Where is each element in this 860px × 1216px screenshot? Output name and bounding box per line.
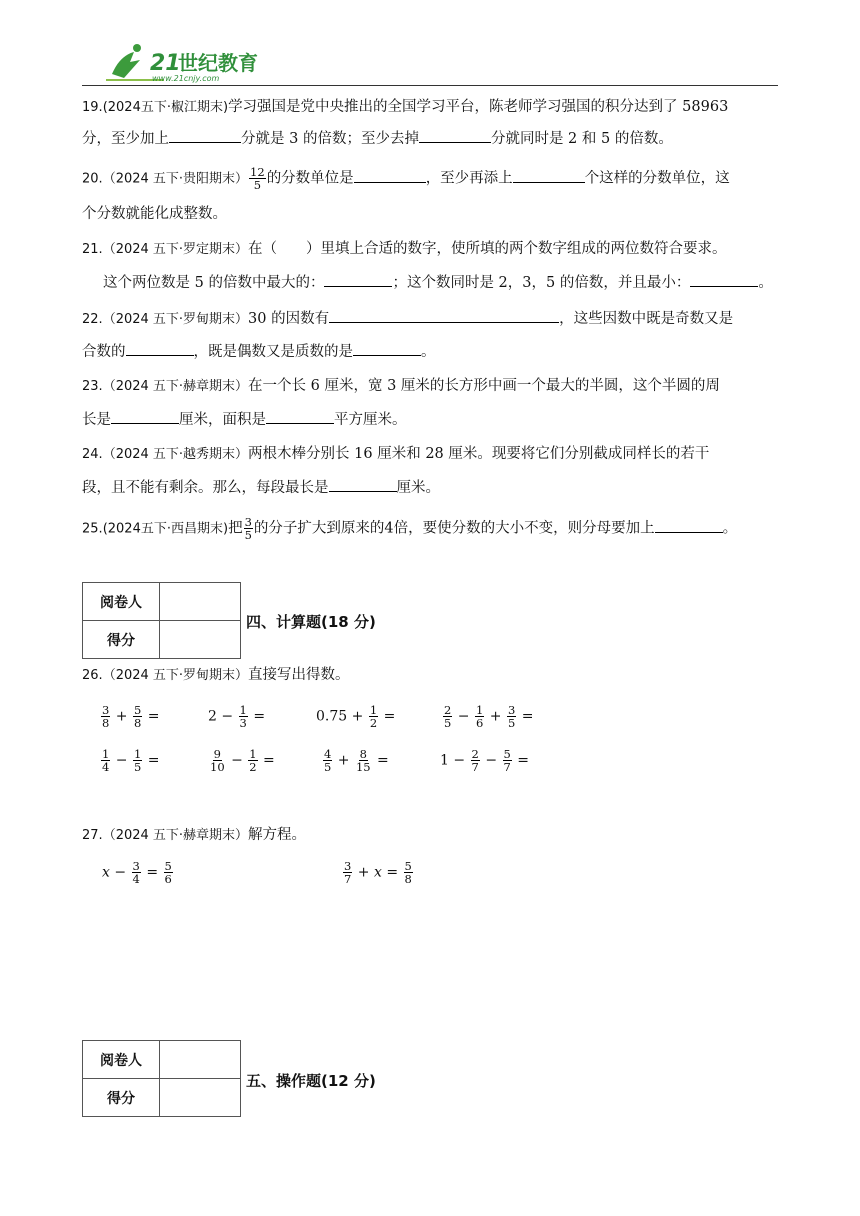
expression: $\frac{4}{5}$ + $\frac{8}{15}$ = <box>324 747 389 774</box>
question-22: 22.（2024 五下·罗甸期末）30 的因数有 ，这些因数中既是奇数又是 <box>82 308 782 330</box>
svg-text:21: 21 <box>150 51 181 76</box>
answer-blank[interactable] <box>126 341 194 356</box>
question-19-line2: 分，至少加上 分就是 3 的倍数；至少去掉 分就同时是 2 和 5 的倍数。 <box>82 128 782 149</box>
expression: $\frac{1}{4}$ − $\frac{1}{5}$ = <box>102 747 160 774</box>
answer-blank[interactable] <box>111 409 179 424</box>
logo-text: 世纪教育 <box>178 51 258 75</box>
answer-blank[interactable] <box>419 128 491 143</box>
question-23: 23.（2024 五下·赫章期末）在一个长 6 厘米，宽 3 厘米的长方形中画一个最大的半圆，这个半圆的周 <box>82 378 720 394</box>
equation: x − $\frac{3}{4}$ = $\frac{5}{6}$ <box>102 859 172 886</box>
answer-blank[interactable] <box>266 409 334 424</box>
question-20: 20.（2024 五下·贵阳期末） $\frac{12}{5}$ 的分数单位是 ，至少再添上 个这样的分数单位，这 <box>82 165 730 192</box>
score-cell[interactable] <box>160 1079 241 1117</box>
section-title: 五、操作题(12 分) <box>246 1072 376 1090</box>
question-23-line2: 长是 厘米，面积是 平方厘米。 <box>82 409 782 430</box>
answer-blank[interactable] <box>354 168 426 183</box>
reviewer-label: 阅卷人 <box>83 583 160 621</box>
answer-blank[interactable] <box>353 341 421 356</box>
fraction: $\frac{12}{5}$ <box>250 165 265 192</box>
21cnjy-logo-icon <box>104 40 274 84</box>
question-21-line2: 这个两位数是 5 的倍数中最大的： ；这个数同时是 2，3，5 的倍数，并且最小： 。 <box>103 272 803 293</box>
expression: $\frac{2}{5}$ − $\frac{1}{6}$ + $\frac{3}{5}$ = <box>444 703 534 730</box>
question-27: 27.（2024 五下·赫章期末）解方程。 <box>82 827 307 843</box>
question-20-line2: 个分数就能化成整数。 <box>82 206 227 222</box>
question-24: 24.（2024 五下·越秀期末）两根木棒分别长 16 厘米和 28 厘米。现要将它们分别截成同样长的若干 <box>82 446 710 462</box>
svg-text:www.21cnjy.com: www.21cnjy.com <box>152 74 220 83</box>
question-22-line2: 合数的 ，既是偶数又是质数的是 。 <box>82 341 782 362</box>
expression: 1 − $\frac{2}{7}$ − $\frac{5}{7}$ = <box>440 747 530 774</box>
answer-blank[interactable] <box>169 128 241 143</box>
question-25: 25.(2024五下·西昌期末)把 $\frac{3}{5}$ 的分子扩大到原来的4倍，要使分数的大小不变，则分母要加上 。 <box>82 515 738 542</box>
answer-blank[interactable] <box>329 308 559 323</box>
equation: $\frac{3}{7}$ + x = $\frac{5}{8}$ <box>344 859 412 886</box>
reviewer-label: 阅卷人 <box>83 1041 160 1079</box>
score-cell[interactable] <box>160 621 241 659</box>
score-table <box>82 582 241 659</box>
reviewer-cell[interactable] <box>160 583 241 621</box>
section-title: 四、计算题(18 分) <box>246 613 376 631</box>
expression: $\frac{9}{10}$ − $\frac{1}{2}$ = <box>210 747 275 774</box>
fraction: $\frac{3}{5}$ <box>244 515 252 542</box>
question-24-line2: 段，且不能有剩余。那么，每段最长是 厘米。 <box>82 477 782 498</box>
score-label: 得分 <box>83 1079 160 1117</box>
answer-blank[interactable] <box>690 272 758 287</box>
question-21: 21.（2024 五下·罗定期末）在（ ）里填上合适的数字，使所填的两个数字组成的两位数符合要求。 <box>82 241 727 257</box>
question-19: 19.(2024五下·椒江期末)学习强国是党中央推出的全国学习平台，陈老师学习强国的积分达到了 58963 <box>82 99 729 115</box>
reviewer-cell[interactable] <box>160 1041 241 1079</box>
answer-blank[interactable] <box>655 518 723 533</box>
answer-blank[interactable] <box>329 477 397 492</box>
expression: 2 − $\frac{1}{3}$ = <box>208 703 266 730</box>
question-26: 26.（2024 五下·罗甸期末）直接写出得数。 <box>82 667 350 683</box>
expression: $\frac{3}{8}$ + $\frac{5}{8}$ = <box>102 703 160 730</box>
answer-blank[interactable] <box>324 272 392 287</box>
score-label: 得分 <box>83 621 160 659</box>
header-rule <box>82 85 778 86</box>
score-table <box>82 1040 241 1117</box>
expression: 0.75 + $\frac{1}{2}$ = <box>316 703 396 730</box>
answer-blank[interactable] <box>513 168 585 183</box>
